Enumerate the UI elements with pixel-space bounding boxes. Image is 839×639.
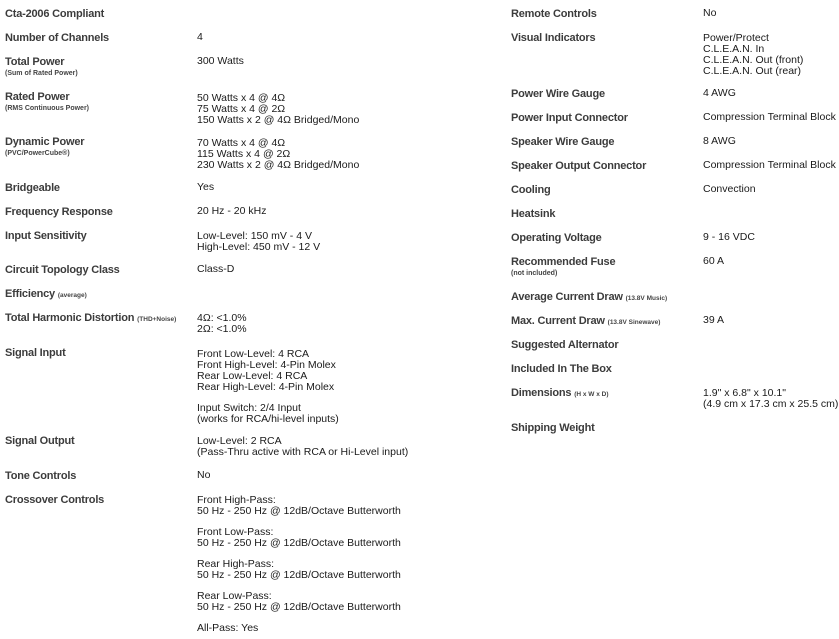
spec-label: Cooling [511,184,551,196]
spec-label: Circuit Topology Class [5,264,120,276]
value-line: All-Pass: Yes [197,622,259,634]
spec-label: Frequency Response [5,206,113,218]
spec-value [703,388,838,410]
spec-label-text: Total Harmonic Distortion [5,312,135,324]
spec-label: Crossover Controls [5,494,105,506]
spec-label [5,136,84,158]
value-line: Power/Protect [703,32,769,44]
spec-label [511,256,615,278]
spec-label: Cta-2006 Compliant [5,8,105,20]
spec-label [5,56,78,78]
spec-value: Compression Terminal Block [703,159,836,171]
spec-label: Heatsink [511,208,556,220]
spec-value [703,33,803,77]
spec-sublabel: (THD+Noise) [137,316,177,323]
spec-label: Bridgeable [5,182,60,194]
spec-value [197,495,401,634]
spec-label [5,312,176,326]
value-line: C.L.E.A.N. Out (front) [703,54,804,66]
value-line: 50 Watts x 4 @ 4Ω [197,92,286,104]
value-line: Front High-Level: 4-Pin Molex [197,359,336,371]
spec-value: Yes [197,181,215,193]
spec-label: Speaker Wire Gauge [511,136,615,148]
spec-label-text: Rated Power [5,91,70,103]
spec-sublabel: (13.8V Music) [625,295,668,302]
value-line: 230 Watts x 2 @ 4Ω Bridged/Mono [197,159,360,171]
spec-sublabel: (average) [57,292,87,299]
spec-value [197,138,359,171]
spec-label: Input Sensitivity [5,230,87,242]
spec-value: 60 A [703,255,725,267]
value-line: 115 Watts x 4 @ 2Ω [197,148,291,160]
spec-label-text: Max. Current Draw [511,315,605,327]
spec-value: 20 Hz - 20 kHz [197,205,267,217]
spec-value: 39 A [703,314,725,326]
value-line: Rear Low-Level: 4 RCA [197,370,308,382]
spec-label [511,387,609,401]
spec-sublabel: (Sum of Rated Power) [5,70,78,77]
value-line: C.L.E.A.N. In [703,43,765,55]
spec-value: 9 - 16 VDC [703,231,755,243]
spec-label-text: Average Current Draw [511,291,623,303]
spec-label-text: Recommended Fuse [511,256,616,268]
value-line: 150 Watts x 2 @ 4Ω Bridged/Mono [197,114,360,126]
spec-value: No [197,469,211,481]
spec-label: Remote Controls [511,8,597,20]
value-line: 1.9" x 6.8" x 10.1" [703,387,786,399]
value-line: C.L.E.A.N. Out (rear) [703,65,802,77]
spec-label-text: Dynamic Power [5,136,85,148]
spec-value: Convection [703,183,756,195]
spec-sublabel: (RMS Continuous Power) [5,105,89,112]
value-line: Front Low-Pass: [197,526,274,538]
spec-label: Signal Input [5,347,66,359]
spec-value [197,93,359,126]
value-line: Front Low-Level: 4 RCA [197,348,310,360]
value-line: 4Ω: <1.0% [197,312,247,324]
value-line: High-Level: 450 mV - 12 V [197,241,321,253]
spec-label: Included In The Box [511,363,612,375]
spec-label: Number of Channels [5,32,109,44]
value-line: 50 Hz - 250 Hz @ 12dB/Octave Butterworth [197,505,401,517]
spec-value: No [703,7,717,19]
value-line: 2Ω: <1.0% [197,323,247,335]
value-line: Front High-Pass: [197,494,276,506]
spec-sublabel: (H x W x D) [574,391,609,398]
value-line: (works for RCA/hi-level inputs) [197,413,339,425]
spec-label-text: Dimensions [511,387,572,399]
spec-label: Power Input Connector [511,112,628,124]
spec-value [197,436,408,458]
value-line: 70 Watts x 4 @ 4Ω [197,137,286,149]
spec-value: 8 AWG [703,135,736,147]
spec-label: Operating Voltage [511,232,602,244]
value-line: Low-Level: 2 RCA [197,435,282,447]
spec-label [5,288,87,302]
spec-label: Visual Indicators [511,32,596,44]
spec-label-text: Efficiency [5,288,55,300]
spec-sublabel: (13.8V Sinewave) [607,319,661,326]
value-line: Input Switch: 2/4 Input [197,402,301,414]
spec-label: Signal Output [5,435,75,447]
spec-label: Suggested Alternator [511,339,619,351]
value-line: Low-Level: 150 mV - 4 V [197,230,312,242]
spec-value: 300 Watts [197,55,244,67]
value-line: Rear High-Level: 4-Pin Molex [197,381,335,393]
spec-sublabel: (PVC/PowerCube®) [5,150,70,157]
spec-value [197,349,339,425]
spec-value [197,313,247,335]
spec-value: Class-D [197,263,235,275]
spec-value: 4 AWG [703,87,736,99]
spec-value [197,231,320,253]
value-line: 75 Watts x 4 @ 2Ω [197,103,286,115]
spec-sublabel: (not included) [511,270,558,277]
value-line: 50 Hz - 250 Hz @ 12dB/Octave Butterworth [197,601,401,613]
spec-value: Compression Terminal Block [703,111,836,123]
spec-label: Tone Controls [5,470,77,482]
value-line: (Pass-Thru active with RCA or Hi-Level input) [197,446,409,458]
value-line: Rear Low-Pass: [197,590,272,602]
spec-value: 4 [197,31,203,43]
spec-label: Shipping Weight [511,422,595,434]
spec-label: Speaker Output Connector [511,160,647,172]
spec-label [5,91,89,113]
value-line: 50 Hz - 250 Hz @ 12dB/Octave Butterworth [197,537,401,549]
spec-label [511,315,660,329]
value-line: Rear High-Pass: [197,558,275,570]
value-line: (4.9 cm x 17.3 cm x 25.5 cm) [703,398,839,410]
spec-label-text: Total Power [5,56,65,68]
value-line: 50 Hz - 250 Hz @ 12dB/Octave Butterworth [197,569,401,581]
spec-label [511,291,667,305]
spec-label: Power Wire Gauge [511,88,605,100]
